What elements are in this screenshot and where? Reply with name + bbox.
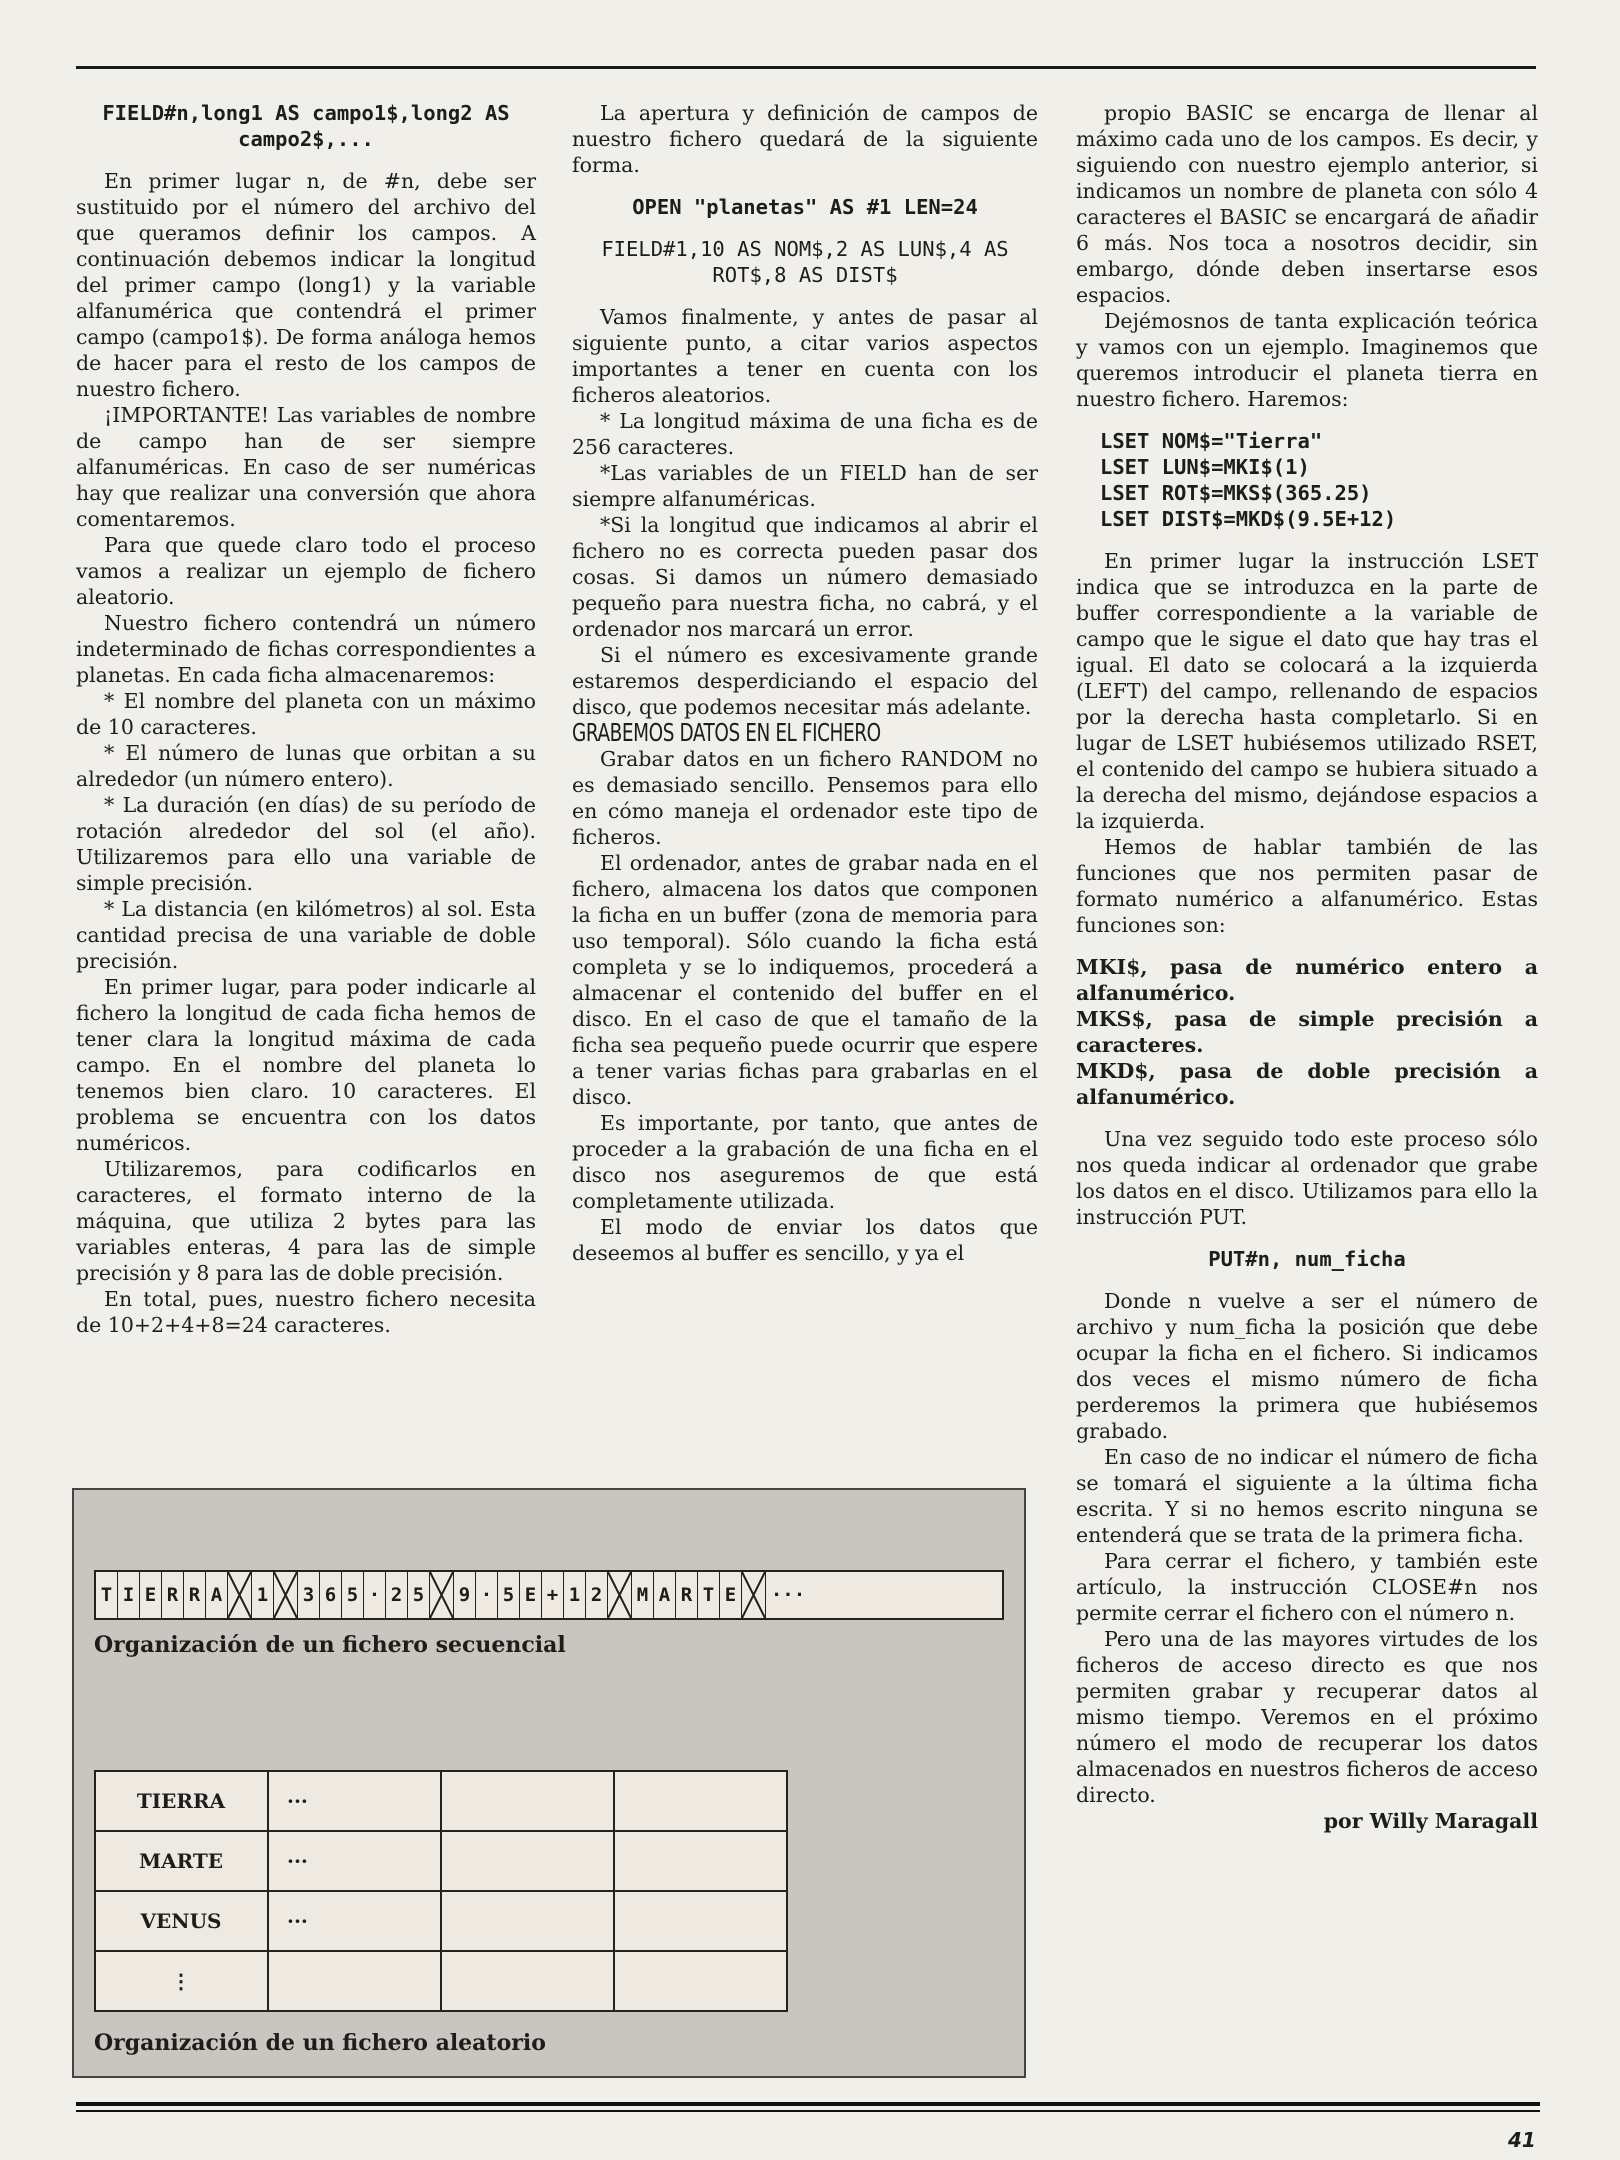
record-name-cell: TIERRA: [95, 1771, 268, 1831]
page-number: 41: [1508, 2128, 1536, 2152]
field-separator: [608, 1572, 632, 1618]
record-char: 5: [498, 1572, 520, 1618]
col3-paragraphs-c: [1076, 1126, 1538, 1230]
paragraph: Grabar datos en un fichero RANDOM no es demasiado sencillo. Pensemos para ello en cómo maneja el ordenador este tipo de ficheros.: [572, 747, 1038, 849]
record-char: R: [184, 1572, 206, 1618]
paragraph: * El número de lunas que orbitan a su alrededor (un número entero).: [76, 741, 536, 791]
paragraph: Utilizaremos, para codificarlos en caracteres, el formato interno de la máquina, que utiliza 2 bytes para las variables enteras, 4 para las de simple precisión y 8 para las de doble precisión.: [76, 1157, 536, 1285]
open-statement: OPEN "planetas" AS #1 LEN=24: [632, 195, 978, 219]
record-name-cell: MARTE: [95, 1831, 268, 1891]
col2-paragraphs-a: [572, 304, 1038, 720]
field-statement: FIELD#1,10 AS NOM$,2 AS LUN$,4 AS ROT$,8 AS DIST$: [601, 237, 1009, 287]
field-separator: [742, 1572, 766, 1618]
paragraph: El modo de enviar los datos que deseemos al buffer es sencillo, y ya el: [572, 1215, 1038, 1265]
paragraph: En primer lugar, para poder indicarle al fichero la longitud de cada ficha hemos de tener clara la longitud máxima de cada campo. En el nombre del planeta lo tenemos bien claro. 10 caracteres. El problema se encuentra con los datos numéricos.: [76, 975, 536, 1155]
record-name-cell: VENUS: [95, 1891, 268, 1951]
record-field-cell: [441, 1771, 614, 1831]
record-char: 9: [454, 1572, 476, 1618]
record-char: ·: [476, 1572, 498, 1618]
sequential-caption: Organización de un fichero secuencial: [94, 1632, 566, 1658]
record-field-cell: ···: [268, 1831, 441, 1891]
col3-paragraphs-b: [1076, 548, 1538, 938]
table-row: [95, 1891, 787, 1951]
record-char: ·: [364, 1572, 386, 1618]
paragraph: El ordenador, antes de grabar nada en el fichero, almacena los datos que componen la ficha en un buffer (zona de memoria para uso temporal). Sólo cuando la ficha está completa y se lo indiquemos, procederá a almacenar el contenido del buffer en el disco. En el caso de que el tamaño de la ficha sea pequeño puede ocurrir que espere a tener varias fichas para grabarlas en el disco.: [572, 851, 1038, 1109]
col2-paragraphs-b: [572, 746, 1038, 1266]
record-char: M: [632, 1572, 654, 1618]
record-char: 1: [564, 1572, 586, 1618]
record-char: R: [162, 1572, 184, 1618]
paragraph: Pero una de las mayores virtudes de los ficheros de acceso directo es que nos permiten grabar y recuperar datos al mismo tiempo. Veremos en el próximo número el modo de recuperar los datos almacenados en nuestros ficheros de acceso directo.: [1076, 1627, 1538, 1807]
column-1: [76, 100, 536, 1338]
paragraph: Si el número es excesivamente grande estaremos desperdiciando el espacio del disco, que podemos necesitar más adelante.: [572, 643, 1038, 719]
section-title: GRABEMOS DATOS EN EL FICHERO: [572, 718, 881, 747]
record-char: A: [206, 1572, 228, 1618]
paragraph: Vamos finalmente, y antes de pasar al siguiente punto, a citar varios aspectos importantes a tener en cuenta con los ficheros aleatorios.: [572, 305, 1038, 407]
record-field-cell: [614, 1831, 787, 1891]
paragraph: * La longitud máxima de una ficha es de 256 caracteres.: [572, 409, 1038, 459]
lset-line: LSET LUN$=MKI$(1): [1100, 455, 1310, 479]
paragraph: * La distancia (en kilómetros) al sol. Esta cantidad precisa de una variable de doble precisión.: [76, 897, 536, 973]
put-statement: PUT#n, num_ficha: [1208, 1247, 1406, 1271]
record-char: 3: [298, 1572, 320, 1618]
column-2: [572, 100, 1038, 1266]
col2-intro: La apertura y definición de campos de nuestro fichero quedará de la siguiente forma.: [572, 101, 1038, 177]
record-field-cell: ···: [268, 1771, 441, 1831]
record-field-cell: [614, 1951, 787, 2011]
field-syntax: FIELD#n,long1 AS campo1$,long2 AS campo2$,...: [102, 101, 510, 151]
record-char: 6: [320, 1572, 342, 1618]
paragraph: En total, pues, nuestro fichero necesita de 10+2+4+8=24 caracteres.: [76, 1287, 536, 1337]
record-char: I: [118, 1572, 140, 1618]
paragraph: ¡IMPORTANTE! Las variables de nombre de campo han de ser siempre alfanuméricas. En caso de ser numéricas hay que realizar una conversión que ahora comentaremos.: [76, 403, 536, 531]
paragraph: Dejémosnos de tanta explicación teórica y vamos con un ejemplo. Imaginemos que queremos introducir el planeta tierra en nuestro fichero. Haremos:: [1076, 309, 1538, 411]
conversion-functions: [1076, 954, 1538, 1110]
col3-paragraphs-a: [1076, 100, 1538, 412]
lset-code-block: [1076, 428, 1538, 532]
table-row: [95, 1951, 787, 2011]
record-field-cell: [614, 1771, 787, 1831]
record-char: 5: [408, 1572, 430, 1618]
record-char: E: [720, 1572, 742, 1618]
record-field-cell: [441, 1951, 614, 2011]
record-char: 1: [252, 1572, 274, 1618]
field-separator: [274, 1572, 298, 1618]
paragraph: Es importante, por tanto, que antes de proceder a la grabación de una ficha en el disco nos aseguremos de que está completamente utilizada.: [572, 1111, 1038, 1213]
table-row: [95, 1771, 787, 1831]
col1-paragraphs: [76, 168, 536, 1338]
paragraph: propio BASIC se encarga de llenar al máximo cada uno de los campos. Es decir, y siguiendo con nuestro ejemplo anterior, si indicamos un nombre de planeta con sólo 4 caracteres el BASIC se encargará de añadir 6 más. Nos toca a nosotros decidir, sin embargo, dónde deben insertarse esos espacios.: [1076, 101, 1538, 307]
top-rule: [76, 66, 1536, 69]
bottom-rule-thin: [76, 2110, 1540, 2112]
paragraph: Una vez seguido todo este proceso sólo nos queda indicar al ordenador que grabe los datos en el disco. Utilizamos para ello la instrucción PUT.: [1076, 1127, 1538, 1229]
record-char: E: [520, 1572, 542, 1618]
record-char: T: [698, 1572, 720, 1618]
paragraph: Donde n vuelve a ser el número de archivo y num_ficha la posición que debe ocupar la ficha en el fichero. Si indicamos dos veces el mismo número de ficha perderemos la primera que hubiésemos grabado.: [1076, 1289, 1538, 1443]
paragraph: En caso de no indicar el número de ficha se tomará el siguiente a la última ficha escrita. Y si no hemos escrito ninguna se entenderá que se trata de la primera ficha.: [1076, 1445, 1538, 1547]
field-separator: [430, 1572, 454, 1618]
record-field-cell: ···: [268, 1891, 441, 1951]
paragraph: En primer lugar n, de #n, debe ser sustituido por el número del archivo del que queramos definir los campos. A continuación debemos indicar la longitud del primer campo (long1) y la variable alfanumérica que contendrá el primer campo (campo1$). De forma análoga hemos de hacer para el resto de los campos de nuestro fichero.: [76, 169, 536, 401]
sequential-record-strip: [94, 1570, 1004, 1620]
field-separator: [228, 1572, 252, 1618]
lset-line: LSET NOM$="Tierra": [1100, 429, 1323, 453]
paragraph: * El nombre del planeta con un máximo de 10 caracteres.: [76, 689, 536, 739]
record-char: 2: [386, 1572, 408, 1618]
record-field-cell: [268, 1951, 441, 2011]
record-char: A: [654, 1572, 676, 1618]
paragraph: *Las variables de un FIELD han de ser siempre alfanuméricas.: [572, 461, 1038, 511]
record-char: E: [140, 1572, 162, 1618]
record-char: 5: [342, 1572, 364, 1618]
paragraph: Para que quede claro todo el proceso vamos a realizar un ejemplo de fichero aleatorio.: [76, 533, 536, 609]
record-char: 2: [586, 1572, 608, 1618]
function-item: MKD$, pasa de doble precisión a alfanumérico.: [1076, 1059, 1538, 1109]
record-char: +: [542, 1572, 564, 1618]
random-caption: Organización de un fichero aleatorio: [94, 2030, 546, 2056]
record-field-cell: [441, 1831, 614, 1891]
function-item: MKS$, pasa de simple precisión a caracteres.: [1076, 1007, 1538, 1057]
paragraph: Para cerrar el fichero, y también este artículo, la instrucción CLOSE#n nos permite cerrar el fichero con el número n.: [1076, 1549, 1538, 1625]
bottom-rule: [76, 2102, 1540, 2106]
function-item: MKI$, pasa de numérico entero a alfanumérico.: [1076, 955, 1538, 1005]
column-3: [1076, 100, 1538, 1834]
paragraph: En primer lugar la instrucción LSET indica que se introduzca en la parte de buffer correspondiente a la variable de campo que le sigue el dato que hay tras el igual. El dato se colocará a la izquierda (LEFT) del campo, rellenando de espacios por la derecha hasta completarlo. Si en lugar de LSET hubiésemos utilizado RSET, el contenido del campo se hubiera situado a la derecha del mismo, dejándose espacios a la izquierda.: [1076, 549, 1538, 833]
col3-paragraphs-d: [1076, 1288, 1538, 1808]
record-char: T: [96, 1572, 118, 1618]
paragraph: Hemos de hablar también de las funciones que nos permiten pasar de formato numérico a alfanumérico. Estas funciones son:: [1076, 835, 1538, 937]
paragraph: Nuestro fichero contendrá un número indeterminado de fichas correspondientes a planetas. En cada ficha almacenaremos:: [76, 611, 536, 687]
file-organization-figure: [72, 1488, 1026, 2078]
lset-line: LSET DIST$=MKD$(9.5E+12): [1100, 507, 1397, 531]
record-field-cell: [614, 1891, 787, 1951]
record-char: ···: [770, 1584, 806, 1606]
table-row: [95, 1831, 787, 1891]
paragraph: * La duración (en días) de su período de rotación alrededor del sol (el año). Utilizaremos para ello una variable de simple precisión.: [76, 793, 536, 895]
random-file-table: [94, 1770, 788, 2012]
paragraph: *Si la longitud que indicamos al abrir el fichero no es correcta pueden pasar dos cosas. Si damos un número demasiado pequeño para nuestra ficha, no cabrá, y el ordenador nos marcará un error.: [572, 513, 1038, 641]
lset-line: LSET ROT$=MKS$(365.25): [1100, 481, 1372, 505]
record-name-cell: ⋮: [95, 1951, 268, 2011]
record-field-cell: [441, 1891, 614, 1951]
byline: por Willy Maragall: [1323, 1809, 1538, 1833]
record-char: R: [676, 1572, 698, 1618]
